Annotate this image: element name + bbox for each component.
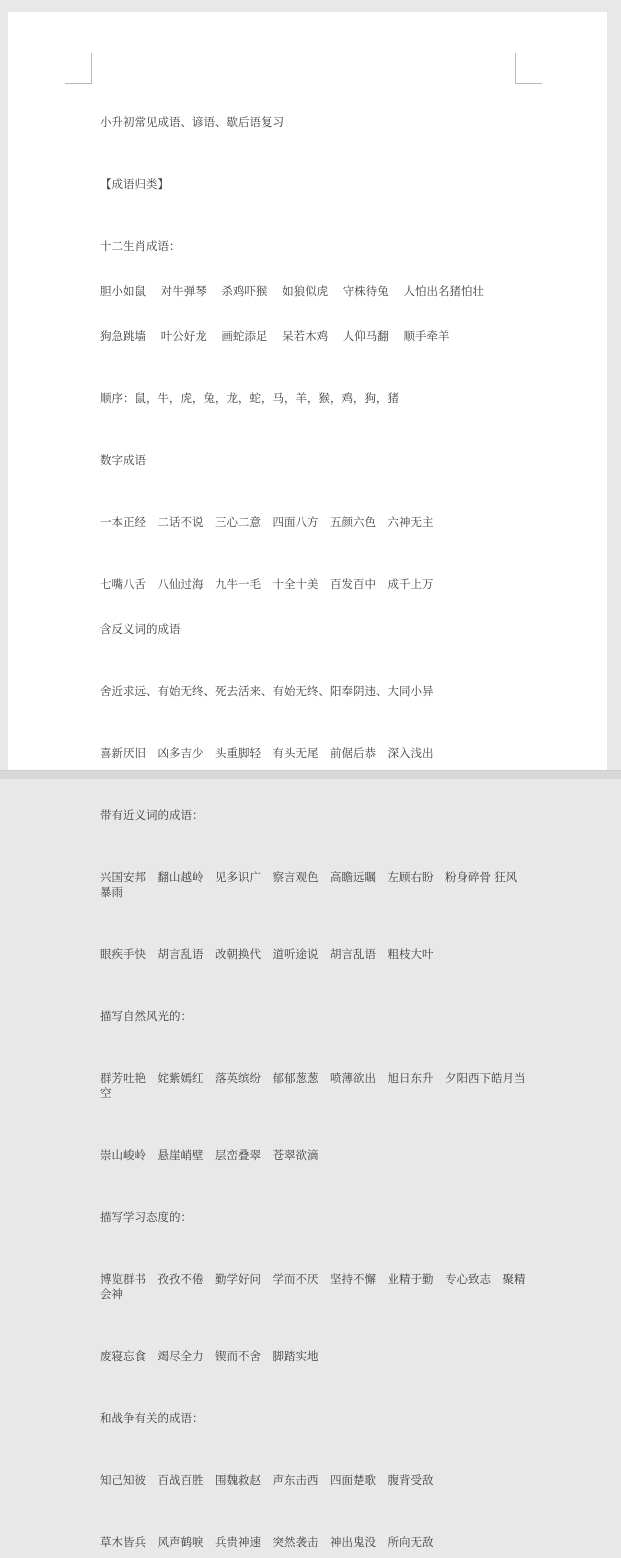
doc-line: 舍近求远、有始无终、死去活来、有始无终、阳奉阴违、大同小异	[100, 686, 434, 698]
doc-line: 群芳吐艳 姹紫嫣红 落英缤纷 郁郁葱葱 喷薄欲出 旭日东升 夕阳西下皓月当空	[100, 1073, 526, 1100]
section-heading-idioms: 【成语归类】	[100, 179, 169, 191]
subheading-numbers: 数字成语	[100, 455, 146, 467]
subheading-antonyms: 含反义词的成语	[100, 624, 181, 636]
document-body[interactable]	[100, 86, 528, 1558]
doc-line: 兴国安邦 翻山越岭 见多识广 察言观色 高瞻远瞩 左顾右盼 粉身碎骨 狂风暴雨	[100, 872, 518, 899]
doc-line: 胆小如鼠 对牛弹琴 杀鸡吓猴 如狼似虎 守株待兔 人怕出名猪怕壮	[100, 286, 484, 298]
doc-line: 废寝忘食 竭尽全力 锲而不舍 脚踏实地	[100, 1351, 319, 1363]
doc-title: 小升初常见成语、谚语、歇后语复习	[100, 117, 284, 129]
subheading-synonyms: 带有近义词的成语：	[100, 810, 204, 822]
doc-line: 喜新厌旧 凶多吉少 头重脚轻 有头无尾 前倨后恭 深入浅出	[100, 748, 434, 760]
doc-line: 一本正经 二话不说 三心二意 四面八方 五颜六色 六神无主	[100, 517, 434, 529]
doc-line: 草木皆兵 风声鹤唳 兵贵神速 突然袭击 神出鬼没 所向无敌	[100, 1537, 434, 1549]
doc-line-zodiac-order: 顺序：鼠，牛，虎，兔，龙，蛇，马，羊，猴，鸡，狗，猪	[100, 393, 399, 405]
subheading-zodiac: 十二生肖成语：	[100, 241, 181, 253]
doc-line: 七嘴八舌 八仙过海 九牛一毛 十全十美 百发百中 成千上万	[100, 579, 434, 591]
doc-line: 眼疾手快 胡言乱语 改朝换代 道听途说 胡言乱语 粗枝大叶	[100, 949, 434, 961]
subheading-war: 和战争有关的成语：	[100, 1413, 204, 1425]
margin-crop-mark-right	[515, 53, 542, 84]
doc-line: 知己知彼 百战百胜 围魏救赵 声东击西 四面楚歌 腹背受敌	[100, 1475, 434, 1487]
subheading-scenery: 描写自然风光的：	[100, 1011, 192, 1023]
doc-line: 狗急跳墙 叶公好龙 画蛇添足 呆若木鸡 人仰马翻 顺手牵羊	[100, 331, 450, 343]
subheading-study: 描写学习态度的：	[100, 1212, 192, 1224]
page-bottom-gutter	[0, 770, 621, 779]
margin-crop-mark-left	[65, 53, 92, 84]
doc-line: 崇山峻岭 悬崖峭壁 层峦叠翠 苍翠欲滴	[100, 1150, 319, 1162]
document-page	[8, 12, 607, 1549]
doc-line: 博览群书 孜孜不倦 勤学好问 学而不厌 坚持不懈 业精于勤 专心致志 聚精会神	[100, 1274, 526, 1301]
